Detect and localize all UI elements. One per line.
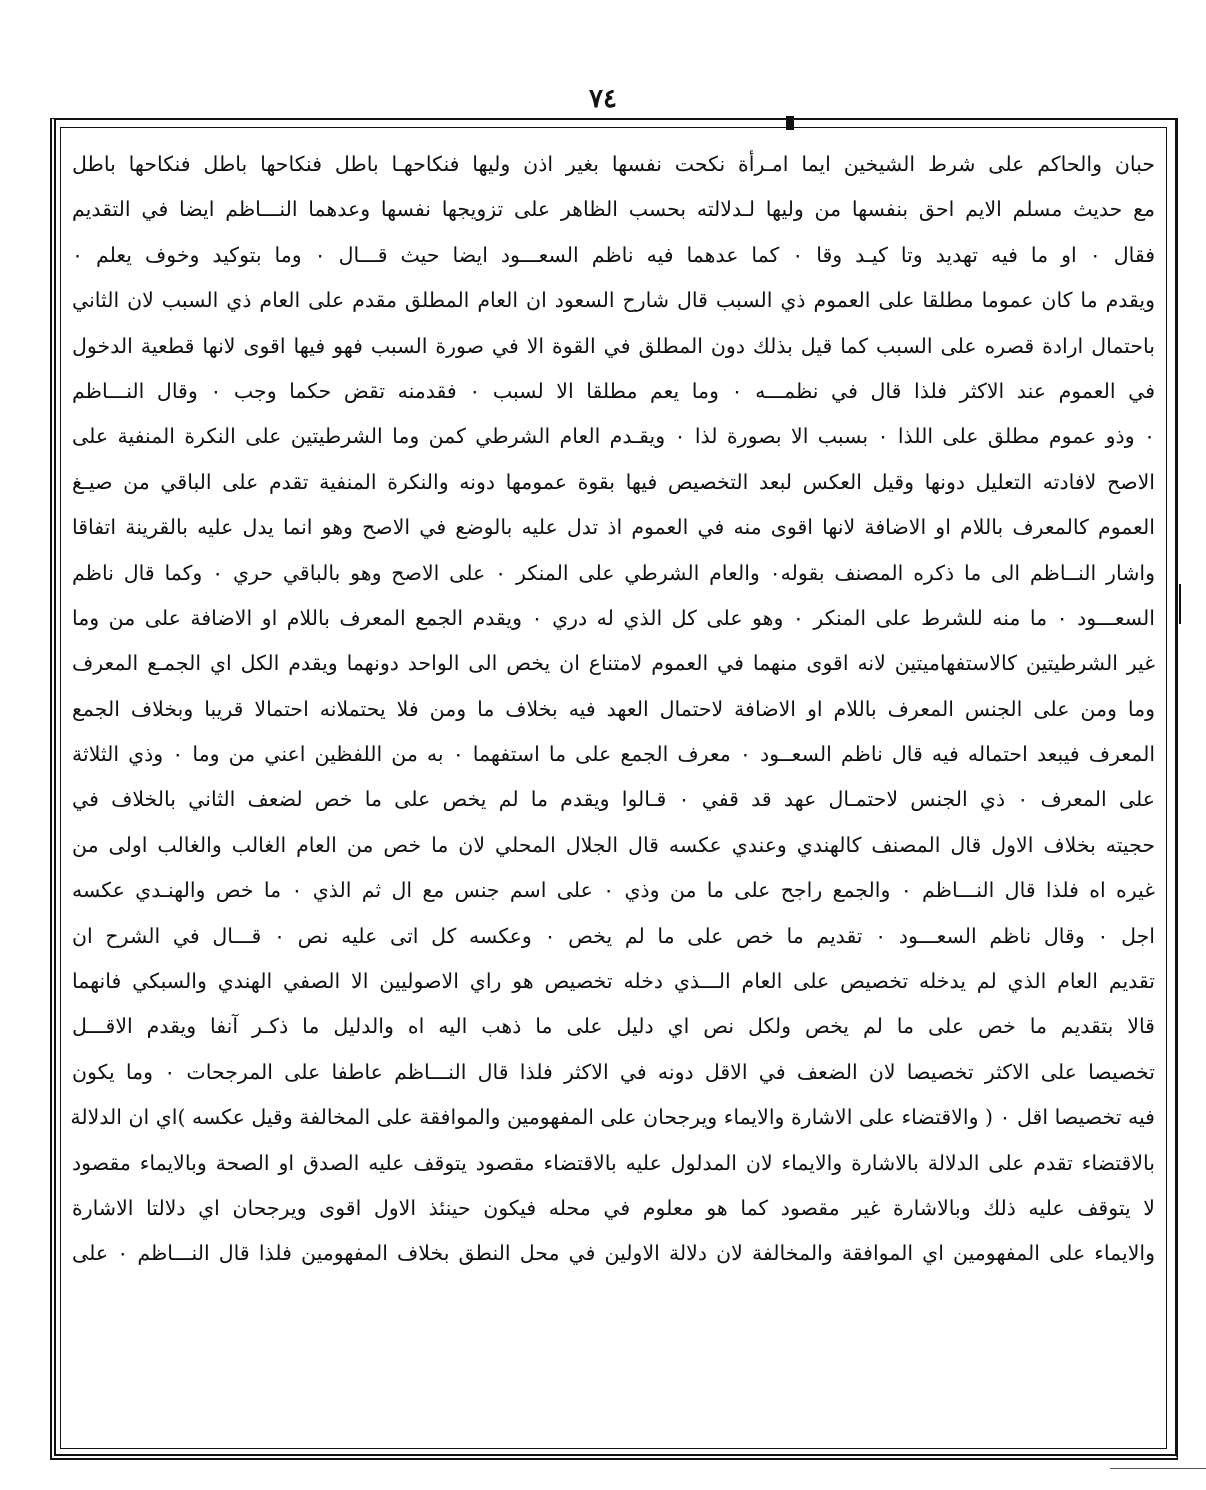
text-line: واشار النــاظم الى ما ذكره المصنف بقوله٠ والعام الشرطي على المنكر ٠ على الاصح وهو بالباقي حري ٠ وكما قال ناظم bbox=[72, 560, 1155, 585]
page-body-text bbox=[64, 142, 1163, 1277]
text-line: ويقدم ما كان عموما مطلقا على العموم ذي السبب قال شارح السعود ان العام المطلق مقدم على العام ذي السبب لان الثاني bbox=[72, 288, 1155, 313]
text-line: على المعرف ٠ ذي الجنس لاحتمـال عهد قد قفي ٠ قـالوا ويقدم ما لم يخص على ما خص لضعف الثاني بالخلاف في bbox=[72, 787, 1155, 812]
text-line: المعرف فيبعد احتماله فيه قال ناظم السعــود ٠ معرف الجمع على ما استفهما ٠ به من اللفظين اعني من وما ٠ وذي الثلاثة bbox=[72, 742, 1156, 767]
text-line: العموم كالمعرف باللام او الاضافة لانها اقوى منه في العموم اذ تدل عليه بالوضع في الاصح وهو انما يدل عليه بالقرينة اتفاقا bbox=[72, 515, 1155, 540]
margin-mark bbox=[1179, 584, 1187, 624]
text-line: غيره اه فلذا قال النـــاظم ٠ والجمع راجح على ما من وذي ٠ على اسم جنس مع ال ثم الذي ٠ ما خص والهنـدي عكسه bbox=[72, 878, 1156, 903]
border-ornament bbox=[786, 116, 794, 130]
text-line: في العموم عند الاكثر فلذا قال في نظمـــه ٠ وما يعم مطلقا الا لسبب ٠ فقدمنه تقض حكما وجب ٠ وقال النـــاظم bbox=[72, 378, 1155, 403]
text-line: فيه تخصيصا اقل ٠ ( والاقتضاء على الاشارة والايماء ويرجحان على المفهومين والموافقة على المخالفة وقيل عكسه )اي ان الدلالة bbox=[70, 1105, 1155, 1130]
text-line: تقديم العام الذي لم يدخله تخصيص على العام الـــذي دخله تخصيص هو راي الاصوليين الا الصفي الهندي والسبكي فانهما bbox=[72, 969, 1155, 994]
text-line: ٠ وذو عموم مطلق على اللذا ٠ بسبب الا بصورة لذا ٠ ويقـدم العام الشرطي كمن وما الشرطيتين على النكرة المنفية على bbox=[72, 424, 1155, 449]
text-line: مع حديث مسلم الايم احق بنفسها من وليها لـدلالته بحسب الظاهر على تزويجها نفسها وعدهما النـــاظم ايضا في التقديم bbox=[72, 197, 1155, 222]
page-number: ٧٤ bbox=[589, 84, 617, 114]
text-line: اجل ٠ وقال ناظم السعـــود ٠ تقديم ما خص على ما لم يخص ٠ وعكسه كل اتى عليه نص ٠ قـــال في الشرح ان bbox=[72, 923, 1155, 948]
bottom-rule bbox=[1110, 1468, 1206, 1469]
text-line: باحتمال ارادة قصره على السبب كما قيل بذلك دون المطلق في القوة الا في صورة السبب فهو فيها اقوى لانها قطعية الدخول bbox=[72, 333, 1155, 358]
text-line: والايماء على المفهومين اي الموافقة والمخالفة لان دلالة الاولين في محل النطق بخلاف المفهومين فلذا قال النـــاظم ٠ على bbox=[72, 1241, 1156, 1266]
text-line: تخصيصا على الاكثر تخصيصا لان الضعف في الاقل دونه في الاكثر فلذا قال النـــاظم عاطفا على المرجحات ٠ وما يكون bbox=[72, 1059, 1155, 1084]
text-line: وما ومن على الجنس المعرف باللام او الاضافة لاحتمال العهد فيه بخلاف ما ومن فلا يحتملانه احتمالا قريبا وبخلاف الجمع bbox=[72, 696, 1155, 721]
text-line: بالاقتضاء تقدم على الدلالة بالاشارة والايماء لان المدلول عليه بالاقتضاء مقصود يتوقف عليه الصدق او الصحة وبالايماء مقصود bbox=[72, 1150, 1155, 1175]
text-line: حبان والحاكم على شرط الشيخين ايما امـرأة نكحت نفسها بغير اذن وليها فنكاحهـا باطل فنكاحها باطل فنكاحها باطل bbox=[72, 152, 1155, 176]
text-line: حجيته بخلاف الاول قال المصنف كالهندي وعندي عكسه قال الجلال المحلي لان ما خص من العام الغالب والغالب اولى من bbox=[72, 832, 1155, 857]
text-line: فقال ٠ او ما فيه تهديد وتا كيـد وقا ٠ كما عدهما فيه ناظم السعـــود ايضا حيث قـــال ٠ وما بتوكيد وخوف يعلم ٠ bbox=[72, 242, 1155, 267]
text-line: غير الشرطيتين كالاستفهاميتين لانه اقوى منهما في العموم لامتناع ان يخص الى الواحد دونهما ويقدم الكل اي الجمـع المعرف bbox=[72, 651, 1155, 676]
text-line: الاصح لافادته التعليل دونها وقيل العكس لبعد التخصيص فيها بقوة عمومها دونه والنكرة المنفية تقدم على الباقي من صيـغ bbox=[72, 469, 1155, 494]
text-line: السعـــود ٠ ما منه للشرط على المنكر ٠ وهو على كل الذي له دري ٠ ويقدم الجمع المعرف باللام او الاضافة على من وما bbox=[72, 605, 1156, 630]
text-line: لا يتوقف عليه ذلك وبالاشارة غير مقصود كما هو معلوم في محله فيكون حينئذ الاول اقوى ويرجحان اي دلالتا الاشارة bbox=[72, 1195, 1155, 1220]
text-line: قالا بتقديم ما خص على ما لم يخص ولكل نص اي دليل على ما ذهب اليه اه والدليل ما ذكـر آنفا ويقدم الاقـــل bbox=[72, 1014, 1155, 1039]
